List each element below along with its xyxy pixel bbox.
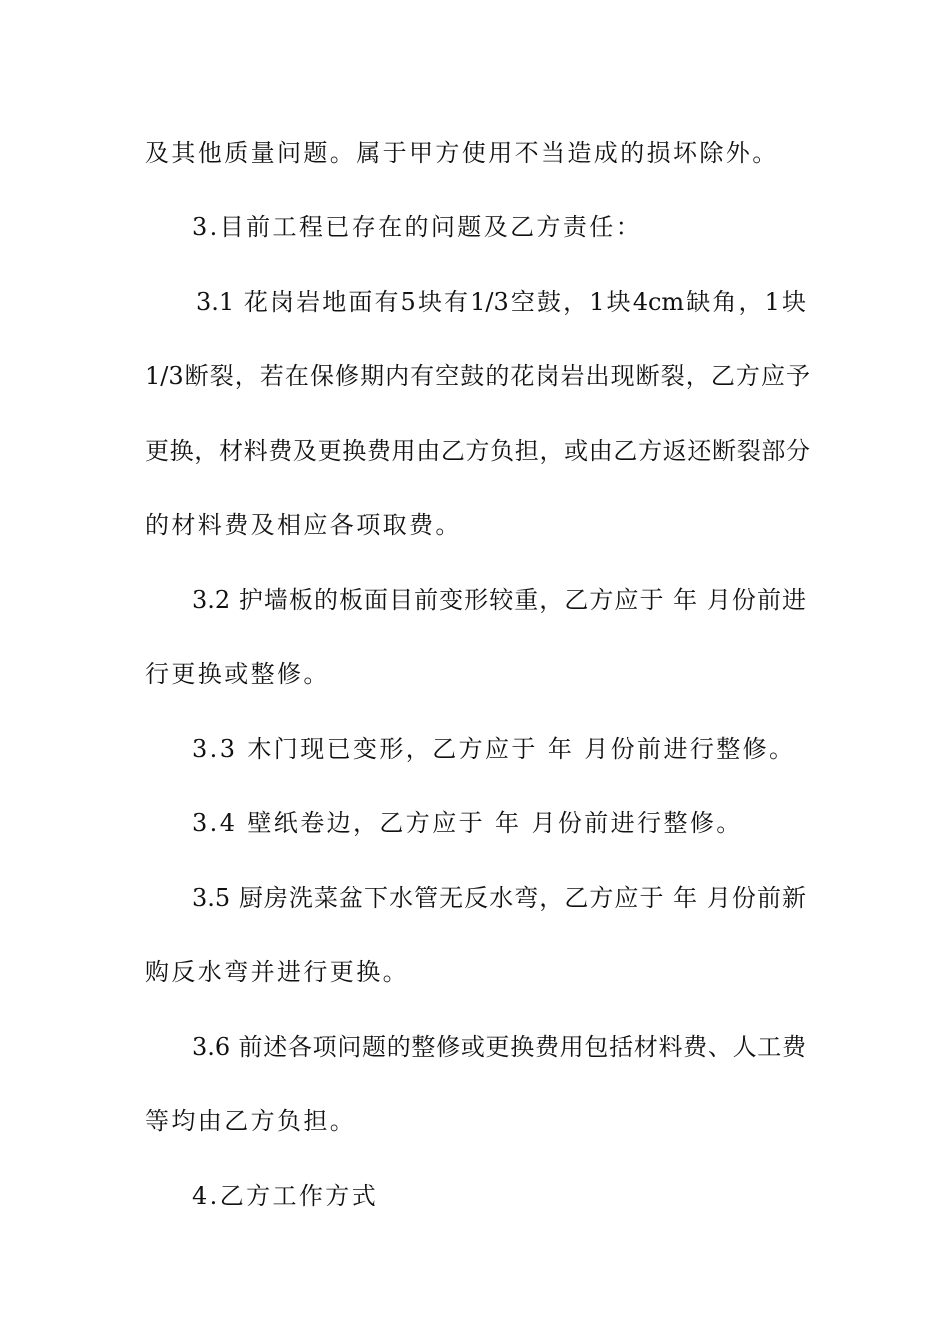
paragraph-line: 购反水弯并进行更换。 xyxy=(145,958,409,986)
paragraph-line: 3.3 木门现已变形，乙方应于 年 月份前进行整修。 xyxy=(192,735,796,763)
paragraph-line: 1/3断裂，若在保修期内有空鼓的花岗岩出现断裂，乙方应予 xyxy=(145,362,810,390)
paragraph-line: 等均由乙方负担。 xyxy=(145,1107,357,1135)
paragraph-line: 及其他质量问题。属于甲方使用不当造成的损坏除外。 xyxy=(145,139,779,167)
paragraph-line: 3.2 护墙板的板面目前变形较重，乙方应于 年 月份前进 xyxy=(192,586,806,614)
section-heading: 3.目前工程已存在的问题及乙方责任： xyxy=(192,213,643,241)
paragraph-line: 3.4 壁纸卷边，乙方应于 年 月份前进行整修。 xyxy=(192,809,743,837)
paragraph-line: 行更换或整修。 xyxy=(145,660,330,688)
paragraph-line: 3.5 厨房洗菜盆下水管无反水弯，乙方应于 年 月份前新 xyxy=(192,884,806,912)
paragraph-line: 3.6 前述各项问题的整修或更换费用包括材料费、人工费 xyxy=(192,1033,806,1061)
paragraph-line: 3.1 花岗岩地面有5块有1/3空鼓，1块4cm缺角，1块 xyxy=(196,288,806,316)
section-heading: 4.乙方工作方式 xyxy=(192,1182,379,1210)
paragraph-line: 更换，材料费及更换费用由乙方负担，或由乙方返还断裂部分 xyxy=(145,437,810,465)
paragraph-line: 的材料费及相应各项取费。 xyxy=(145,511,462,539)
